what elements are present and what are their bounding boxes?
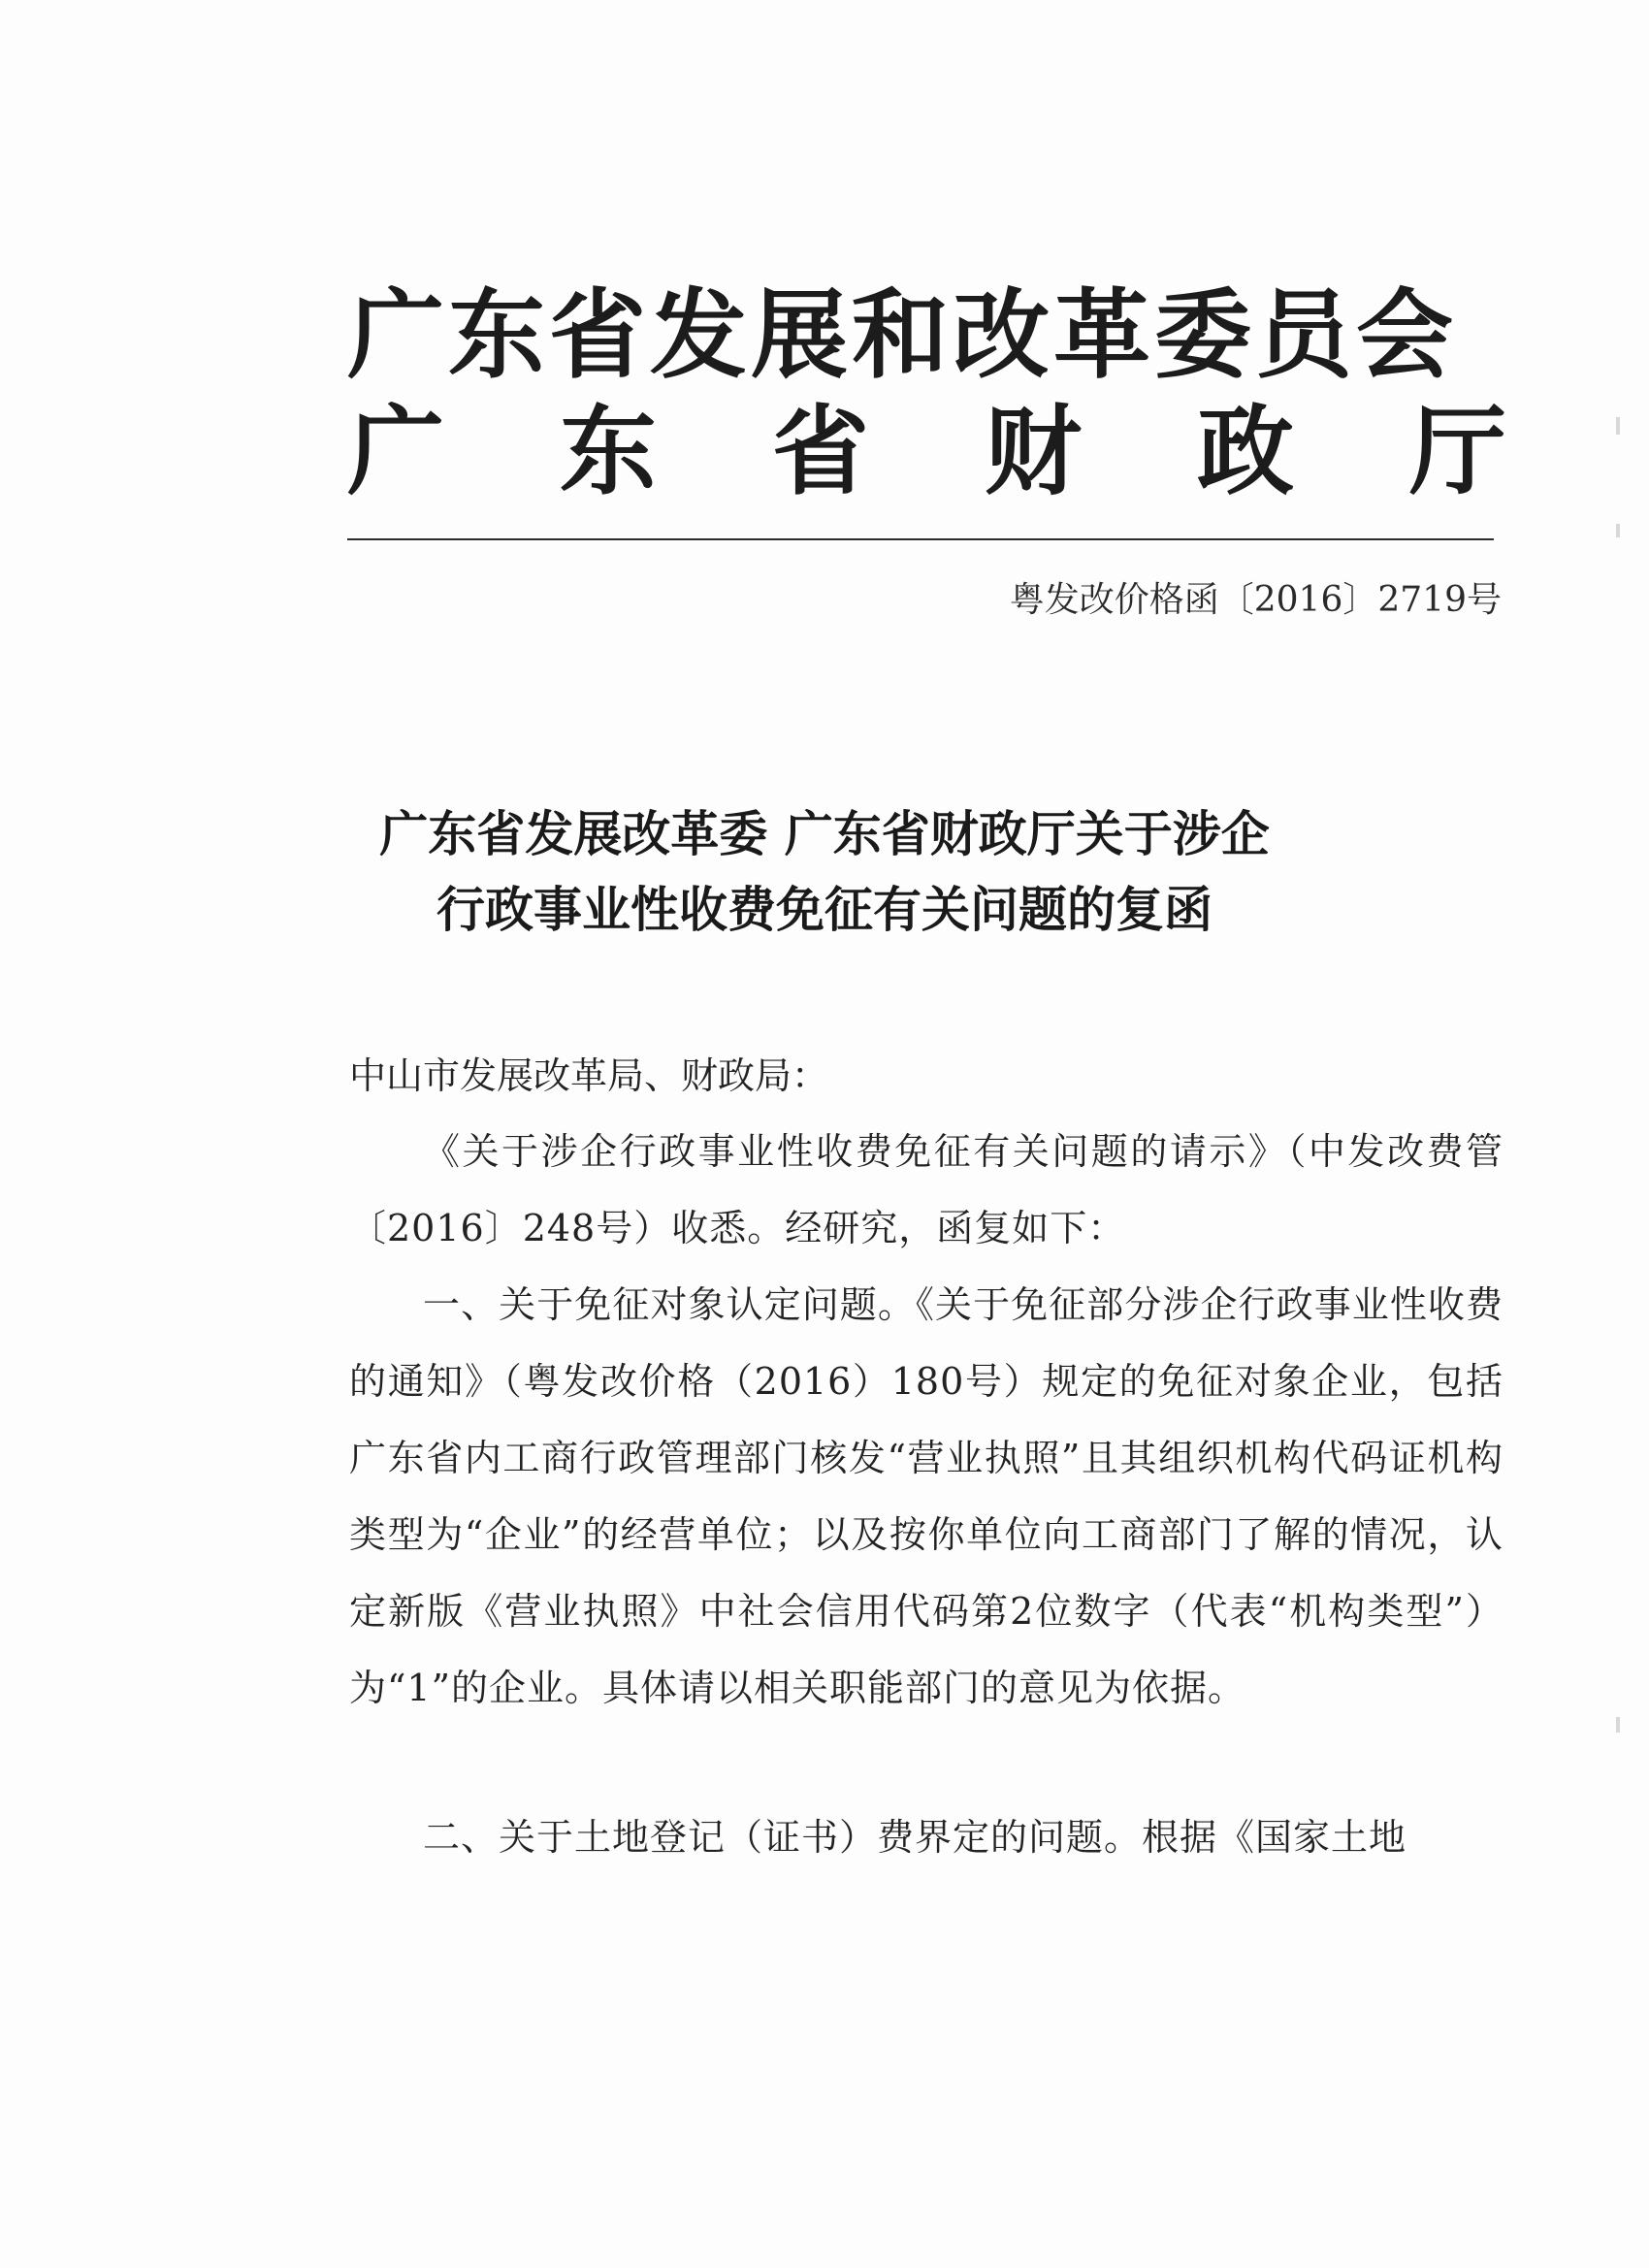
org-2-char: 省 [772,394,869,508]
document-title-line-1: 广东省发展改革委 广东省财政厅关于涉企 [379,805,1270,862]
issuing-org-line-2 [347,373,1506,513]
org-2-char: 政 [1197,394,1294,508]
document-number: 粤发改价格函〔2016〕2719号 [1009,580,1502,620]
document-title-line-2: 行政事业性收费免征有关问题的复函 [436,881,1212,938]
salutation: 中山市发展改革局、财政局： [349,1054,829,1097]
scan-artifact [1616,417,1620,435]
org-2-char: 厅 [1409,394,1506,508]
scan-artifact [1616,1717,1620,1733]
paragraph-exemption-target: 一、关于免征对象认定问题。《关于免征部分涉企行政事业性收费的通知》（粤发改价格（2016）180号）规定的免征对象企业，包括广东省内工商行政管理部门核发“营业执照”且其组织机构代码证机构类型为“企业”的经营单位；以及按你单位向工商部门了解的情况，认定新版《营业执照》中社会信用代码第2位数字（代表“机构类型”）为“1”的企业。具体请以相关职能部门的意见为依据。 [349,1283,1504,1709]
issuing-org-line-1: 广东省发展和改革委员会 [347,277,1457,392]
org-2-char: 东 [560,394,657,508]
scan-artifact [1616,524,1620,537]
paragraph-land-registration: 二、关于土地登记（证书）费界定的问题。根据《国家土地 [423,1816,1407,1859]
paragraph-intro: 《关于涉企行政事业性收费免征有关问题的请示》（中发改费管〔2016〕248号）收悉。经研究，函复如下： [349,1130,1504,1249]
org-2-char: 广 [347,394,444,508]
header-divider [347,538,1494,540]
org-2-char: 财 [985,394,1082,508]
